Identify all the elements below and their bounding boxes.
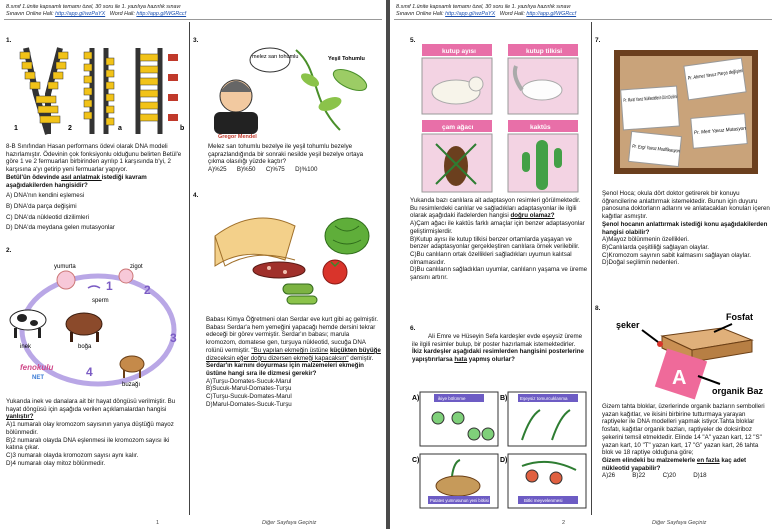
question-6-body	[412, 333, 588, 364]
label-step-2: 2	[144, 283, 151, 297]
option-d[interactable]: D)Marul-Domates-Sucuk-Turşu	[206, 400, 292, 408]
bull-icon	[66, 313, 102, 342]
question-quote: "Bu yapılan ekmeğin üstüne	[251, 346, 329, 354]
option-d-label[interactable]: D)	[500, 457, 508, 464]
base-letter: A	[672, 367, 687, 389]
mendel-portrait	[214, 80, 258, 134]
label-step-1: 1	[106, 279, 113, 293]
question-4-body	[206, 316, 381, 408]
option-c[interactable]: C)20	[662, 472, 676, 480]
mendel-illustration	[200, 40, 380, 140]
question-1-body	[6, 143, 186, 232]
option-b[interactable]: B)22	[632, 472, 646, 480]
label-seker: şeker	[616, 320, 640, 330]
question-7	[595, 37, 600, 45]
adaptation-panels	[418, 40, 584, 195]
column-divider	[591, 22, 592, 515]
label-step-3: 3	[170, 331, 177, 345]
option-c[interactable]: C)%75	[265, 166, 285, 174]
zipper-label-a: a	[118, 125, 122, 132]
option-c[interactable]: C) DNA'da nükleotid dizilimleri	[6, 213, 90, 221]
option-d[interactable]: D) DNA'da meydana gelen mutasyonlar	[6, 224, 115, 232]
option-c-label[interactable]: C)	[412, 457, 420, 464]
egg-icon	[57, 271, 75, 289]
stem-part: Gizem elindeki bu malzemelerle	[602, 456, 697, 464]
word-label: Word Hali:	[499, 11, 525, 17]
option-b[interactable]: B)2 numaralı olayda DNA eşlenmesi ile kromozom sayısı iki katına çıkar.	[6, 436, 170, 452]
notice-board	[612, 42, 760, 182]
zipper-2	[84, 48, 114, 134]
zipper-3	[138, 48, 178, 134]
question-number: 1.	[6, 37, 12, 44]
question-3	[193, 37, 198, 45]
page-number: 2	[562, 520, 566, 526]
label-step-4: 4	[86, 365, 93, 379]
question-number: 3.	[193, 37, 199, 44]
question-5-body	[410, 197, 588, 282]
header-divider	[4, 19, 382, 20]
lettuce-icon	[325, 218, 369, 254]
footer-next-page: Diğer Sayfaya Geçiniz	[652, 520, 707, 526]
stem-part: kaç adet nükleotid yapabilir?	[602, 456, 747, 472]
option-a[interactable]: A)Çam ağacı ile kaktüs farklı amaçlar için benzer adaptasyonlar geliştirmişlerdir.	[410, 220, 585, 235]
zipper-label-b: b	[180, 125, 185, 132]
online-link[interactable]: http://app.gl/wzPaYX	[445, 11, 496, 17]
caption-c: Patates yumrusunun yeni bitkisi	[430, 498, 489, 503]
online-link[interactable]: http://app.gl/wzPaYX	[55, 11, 106, 17]
note-2-text: Pr. Ahmet Yavuz Parça değişimi	[687, 65, 759, 82]
option-d[interactable]: D)18	[693, 472, 707, 480]
question-text: Yukarıda inek ve danalara ait bir hayat döngüsü verilmiştir. Bu hayat döngüsü için aşağıda verilen açıklamalardan hangisi	[6, 398, 176, 413]
question-number: 5.	[410, 37, 416, 44]
stem-part: İkiz kardeşler aşağıdaki resimlerden hangisini posterlerine yapıştırırlarsa	[412, 348, 584, 364]
watermark-logo: fenokulu	[20, 363, 54, 372]
mendel-label: Gregor Mendel	[218, 134, 257, 140]
caption-b: Eşeysiz tomurcuklanma	[520, 396, 568, 401]
online-label: Sınavın Online Hali:	[6, 11, 54, 17]
label-boga: boğa	[78, 344, 92, 350]
option-d[interactable]: D)4 numaralı olay mitoz bölünmedir.	[6, 459, 106, 467]
cow-icon	[10, 310, 46, 338]
bread-icon	[215, 218, 295, 266]
caption-d: Bitki meyvelenmesi	[524, 498, 563, 503]
option-a[interactable]: A)26	[602, 472, 616, 480]
note-4-text: Pr. Mert Yavuz Mutasyon	[693, 125, 750, 137]
note-1	[621, 86, 719, 130]
question-quote-bold: küçükten büyüğe	[329, 346, 381, 354]
question-8-body	[602, 403, 770, 480]
sausage-icon	[253, 262, 305, 278]
column-divider	[189, 22, 190, 515]
question-text: Melez sarı tohumlu bezelye ile yeşil tohumlu bezelye çaprazlandığında bir sonraki nesilde yeşil bezelye ortaya çıkma olasılığı yüzde kaçtır?	[208, 143, 364, 166]
option-b-label[interactable]: B)	[500, 395, 508, 402]
zygote-icon	[119, 269, 133, 283]
question-number: 4.	[193, 192, 199, 199]
page-2	[390, 0, 776, 529]
calf-icon	[120, 356, 144, 378]
question-stem: Şenol hocanın anlattırmak istediği konu aşağıdakilerden hangisi olabilir?	[602, 220, 768, 236]
zipper-label-1: 1	[14, 125, 18, 132]
question-3-body	[208, 143, 380, 174]
word-label: Word Hali:	[109, 11, 135, 17]
question-text: 8-B Sınıfından Hasan performans ödevi olarak DNA modeli hazırlamıştır. Ödevinin çok fonksiyonlu olduğunu belirten Betül'e göre 1 ve 2 fermuarları birbirinden ayrılıp 1 karşısında b'yi, 2 karşısına a'yı getirip yeni fermuarlar yapıyor.	[6, 143, 182, 174]
label-sperm: sperm	[92, 298, 109, 304]
question-quote: dizecek	[206, 354, 227, 362]
stem-part: Betül'ün ödevinde	[6, 173, 62, 181]
question-4	[193, 192, 198, 200]
footer-next-page: Diğer Sayfaya Geçiniz	[262, 520, 317, 526]
word-link[interactable]: http://app.gl/WGRccf	[136, 11, 187, 17]
watermark-logo-sub: NET	[32, 375, 44, 381]
zipper-1	[20, 48, 68, 134]
option-a[interactable]: A)1 numaralı olay kromozom sayısının yarıya düştüğü mayoz bölünmedir.	[6, 421, 174, 436]
stem-underline: asıl anlatmak	[61, 173, 102, 181]
option-a-label[interactable]: A)	[412, 395, 420, 402]
option-a[interactable]: A)%25	[208, 166, 227, 174]
panel-label: çam ağacı	[442, 124, 474, 131]
option-b[interactable]: B)%50	[236, 166, 256, 174]
exam-title: 8.sınıf 1.ünite kapsamlı temamı özel, 30 soru ile 1. yazılıya hazırlık sınavı	[6, 4, 181, 10]
label-inek: inek	[20, 344, 32, 350]
asexual-reproduction-options	[412, 390, 588, 512]
speech-bubble	[250, 48, 290, 72]
option-d[interactable]: D)Bu canlıların sağladıkları uyumlar, canlıların yaşama ve üreme şansını artırır.	[410, 266, 588, 282]
zipper-label-2: 2	[68, 125, 72, 132]
option-c[interactable]: C)Bu canlıların ortak özellikleri sağladıkları uyumun kalıtsal olmamasıdır.	[410, 250, 572, 266]
question-6	[410, 325, 415, 333]
question-text: Ali Emre ve Hüseyin Sefa kardeşler evde eşeysiz üreme ile ilgili resimler bulup, bir poster hazırlamak istemektedirler.	[412, 333, 583, 348]
sandwich-ingredients-illustration	[205, 196, 380, 306]
caption-a: ikiye bölünme	[438, 396, 466, 401]
note-1-text: Pr. Murat Yavuz Nükleotidlerin Dört Dizilimi	[623, 91, 719, 104]
header-divider	[394, 19, 772, 20]
option-c[interactable]: C)3 numaralı olayda kromozom sayısı aynı kalır.	[6, 451, 139, 459]
stem-underline: doğru olamaz?	[510, 212, 555, 220]
question-number: 8.	[595, 305, 601, 312]
question-2-body	[6, 398, 186, 467]
question-stem: Serdar'ın karnını doyurması için malzemeleri ekmeğin üstüne hangi sıra ile dizmesi gerekir?	[206, 362, 364, 377]
stem-part: istediği kavram aşağıdakilerden hangisidir?	[6, 173, 147, 189]
question-8	[595, 305, 600, 313]
panel-label: kutup tilkisi	[526, 48, 563, 55]
question-number: 2.	[6, 247, 12, 254]
label-fosfat: Fosfat	[726, 312, 753, 322]
green-seed-label: Yeşil Tohumlu	[328, 56, 365, 62]
option-b[interactable]: B)Sucuk-Marul-Domates-Turşu	[206, 385, 292, 393]
option-a[interactable]: A)Mayoz bölünmenin özellikleri.	[602, 236, 690, 244]
page-number: 1	[156, 520, 160, 526]
word-link[interactable]: http://app.gl/WGRccf	[526, 11, 577, 17]
stem-underline: hata	[454, 356, 468, 364]
stem-underline: en fazla	[696, 456, 720, 464]
question-text: Yukarıda bazı canlılara ait adaptasyon resimleri görülmektedir. Bu resimlerdeki canlılar ve sağladıkları adaptasyonlar ile ilgili olarak aşağıdaki ifadelerden hangisi	[410, 197, 581, 220]
question-text: Gizem tahta bloklar, üzerlerinde organik bazların sembolleri yazan kağıtlar, ve ikisini birbirine tutturmaya yarayan raptiyeler ile DNA modelleri yapmak istiyor.Tahta bloklar fosfatı, kağıtlar organik bazları, raptiyeler de doksiriboz şekerini temsil etmektedir. Elinde 14 "A" yazan kart, 12 "S" yazan kart, 10 "T" yazan kart, 17 "G" yazan kart, 26 tahta blok ve 18 raptiye olduğuna göre;	[602, 403, 765, 457]
question-text: Babası Kimya Öğretmeni olan Serdar eve kurt gibi aç gelmiştir. Babası Serdar'a hem yemeğini yapacağı hemde dersini tekrar edeceği bir görev vermiştir. Serdar'ın babası; marula kromozom, domatese gen, turşuya nükleotid, sucuğa DNA rolünü vermiştir.	[206, 316, 378, 354]
question-7-body	[602, 190, 770, 267]
arrow-base	[698, 376, 720, 384]
panel-label: kutup ayısı	[442, 48, 476, 55]
bubble-text-line: melez sarı tohumlu	[252, 54, 299, 60]
label-organik-baz: organik Baz	[712, 386, 764, 396]
exam-title: 8.sınıf 1.ünite kapsamlı temamı özel, 30 soru ile 1. yazılıya hazırlık sınavı	[396, 4, 571, 10]
life-cycle-illustration	[6, 258, 186, 390]
online-label: Sınavın Online Hali:	[396, 11, 444, 17]
option-c[interactable]: C)Kromozom sayının sabit kalmasını sağlayan olaylar.	[602, 251, 751, 259]
question-number: 6.	[410, 325, 416, 332]
sperm-icon	[88, 286, 100, 288]
option-a[interactable]: A)Turşu-Domates-Sucuk-Marul	[206, 377, 292, 385]
option-c[interactable]: C)Turşu-Sucuk-Domates-Marul	[206, 393, 292, 401]
nucleotide-model-illustration	[602, 310, 770, 402]
tomato-icon	[323, 260, 347, 284]
option-a[interactable]: A) DNA'nın kendini eşlemesi	[6, 192, 85, 200]
question-text: demiştir.	[348, 354, 374, 362]
label-buzagi: buzağı	[122, 382, 141, 388]
question-5	[410, 37, 415, 45]
option-b[interactable]: B)Canlılarda çeşitliliği sağlayan olaylar.	[602, 243, 709, 251]
question-text: Şenol Hoca; okula dört doktor getirerek bir konuyu öğrencilerine anlattırmak istemektedir. Bunun için duyuru panosuna doktorların adlarını ve anlatacakları konuları içeren kağıtlar asmıştır.	[602, 190, 770, 221]
stem-part: yapmış olurlar?	[467, 356, 515, 364]
page-header	[396, 4, 576, 18]
question-number: 7.	[595, 37, 601, 44]
question-2	[6, 247, 11, 255]
dna-zipper-illustration	[8, 44, 186, 136]
option-b[interactable]: B)Kutup ayısı ile kutup tilkisi benzer ortamlarda yaşayan ve benzer adaptasyonlar gerçekleştiren canlılara örnek verilebilir.	[410, 235, 580, 251]
option-d[interactable]: D)%100	[295, 166, 318, 174]
option-b[interactable]: B) DNA'da parça değişimi	[6, 202, 77, 210]
pea-plant-icon	[296, 50, 370, 130]
page-1	[0, 0, 386, 529]
stem-underline: yanlıştır?	[6, 413, 34, 421]
label-yumurta: yumurta	[54, 264, 76, 270]
option-d[interactable]: D)Doğal seçilimin nedenleri.	[602, 259, 680, 267]
pickle-icon	[283, 284, 317, 304]
question-quote: sin eğer doğru dizersen ekmeği kapacaksın"	[226, 354, 349, 362]
note-3-text: Pr. Ezgi Yavuz Modifikasyon	[631, 143, 695, 157]
arrow-sugar	[642, 330, 658, 342]
label-zigot: zigot	[130, 264, 143, 270]
panel-label: kaktüs	[530, 124, 551, 131]
page-header	[6, 4, 186, 18]
